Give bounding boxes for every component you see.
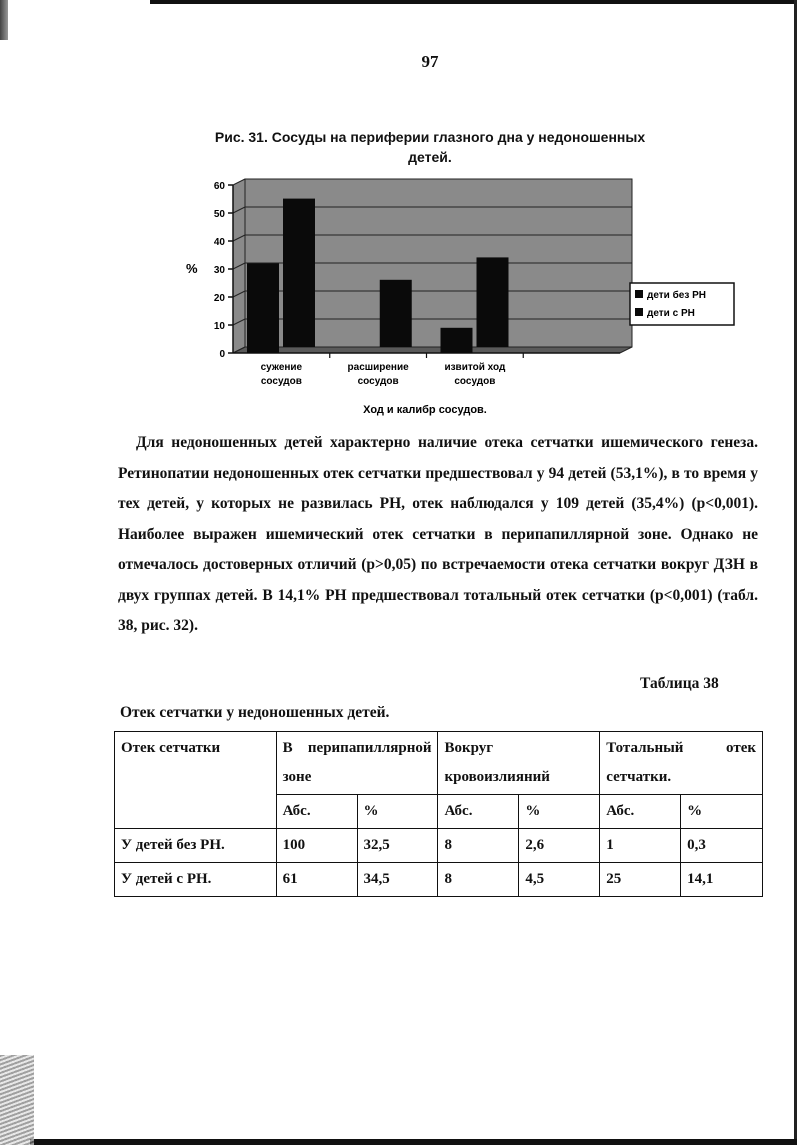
table-cell: 4,5 [519,863,600,897]
bar-rn [380,280,412,347]
y-tick-label: 40 [213,237,225,248]
y-tick-label: 0 [219,349,225,360]
group-header: Вокруг кровоизлияний [438,732,600,795]
figure-caption-line1: Рис. 31. Сосуды на периферии глазного дна у недоношенных [214,129,646,145]
table-cell: 0,3 [681,829,763,863]
page-number: 97 [421,52,439,71]
chart-floor [233,347,632,353]
scan-corner [0,0,8,40]
legend-swatch [635,290,643,298]
y-tick-label: 30 [213,265,225,276]
bar-no-rn [441,328,473,353]
table-caption: Отек сетчатки у недоношенных детей. [120,704,390,721]
bar-rn [477,257,509,347]
edema-table [114,731,763,897]
figure-caption-line2: детей. [408,149,452,165]
x-tick-label: сужение [260,362,303,373]
table-row [115,829,763,863]
scan-smudge [0,1055,34,1145]
bar-rn [283,199,315,347]
scan-border-top [150,0,797,4]
sub-header: % [357,795,438,829]
x-tick-label: сосудов [454,376,496,387]
table-cell: 61 [276,863,357,897]
x-tick-label: сосудов [260,376,302,387]
scan-border-bottom [30,1139,797,1145]
y-tick-label: 50 [213,209,225,220]
table-number: Таблица 38 [640,675,719,692]
table-cell: 8 [438,829,519,863]
table-cell: 32,5 [357,829,438,863]
y-tick-label: 10 [213,321,225,332]
bar-no-rn [247,263,279,353]
figure-caption [150,127,710,167]
row-label: У детей с РН. [115,863,277,897]
table-row [115,863,763,897]
x-axis-label: Ход и калибр сосудов. [363,404,487,416]
sub-header: % [681,795,763,829]
x-tick-label: извитой ход [444,362,506,373]
table-header-row [115,732,763,795]
row-header-cell: Отек сетчатки [115,732,277,829]
row-label: У детей без РН. [115,829,277,863]
table-cell: 14,1 [681,863,763,897]
sub-header: Абс. [600,795,681,829]
group-header: В перипапиллярной зоне [276,732,438,795]
sub-header: Абс. [438,795,519,829]
sub-header: Абс. [276,795,357,829]
bar-chart [150,175,750,420]
sub-header: % [519,795,600,829]
legend-label: дети с РН [647,308,695,319]
legend-label: дети без РН [647,290,706,301]
group-header: Тотальный отек сетчатки. [600,732,763,795]
table-cell: 34,5 [357,863,438,897]
y-axis-label: % [186,261,198,276]
legend-swatch [635,308,643,316]
body-paragraph: Для недоношенных детей характерно наличие отека сетчатки ишемического генеза. Ретинопатии недоношенных отек сетчатки предшествовал у 94 детей (53,1%), в то время у тех детей, у которых не развилась РН, отек наблюдался у 109 детей (35,4%) (р<0,001). Наиболее выражен ишемический отек сетчатки в перипапиллярной зоне. Однако не отмечалось достоверных отличий (р>0,05) по встречаемости отека сетчатки вокруг ДЗН в двух группах детей. В 14,1% РН предшествовал тотальный отек сетчатки (р<0,001) (табл. 38, рис. 32). [118,434,758,634]
x-tick-label: расширение [347,362,409,373]
table-cell: 8 [438,863,519,897]
table-cell: 1 [600,829,681,863]
table-cell: 2,6 [519,829,600,863]
y-tick-label: 20 [213,293,225,304]
table-cell: 100 [276,829,357,863]
table-cell: 25 [600,863,681,897]
x-tick-label: сосудов [357,376,399,387]
y-tick-label: 60 [213,181,225,192]
